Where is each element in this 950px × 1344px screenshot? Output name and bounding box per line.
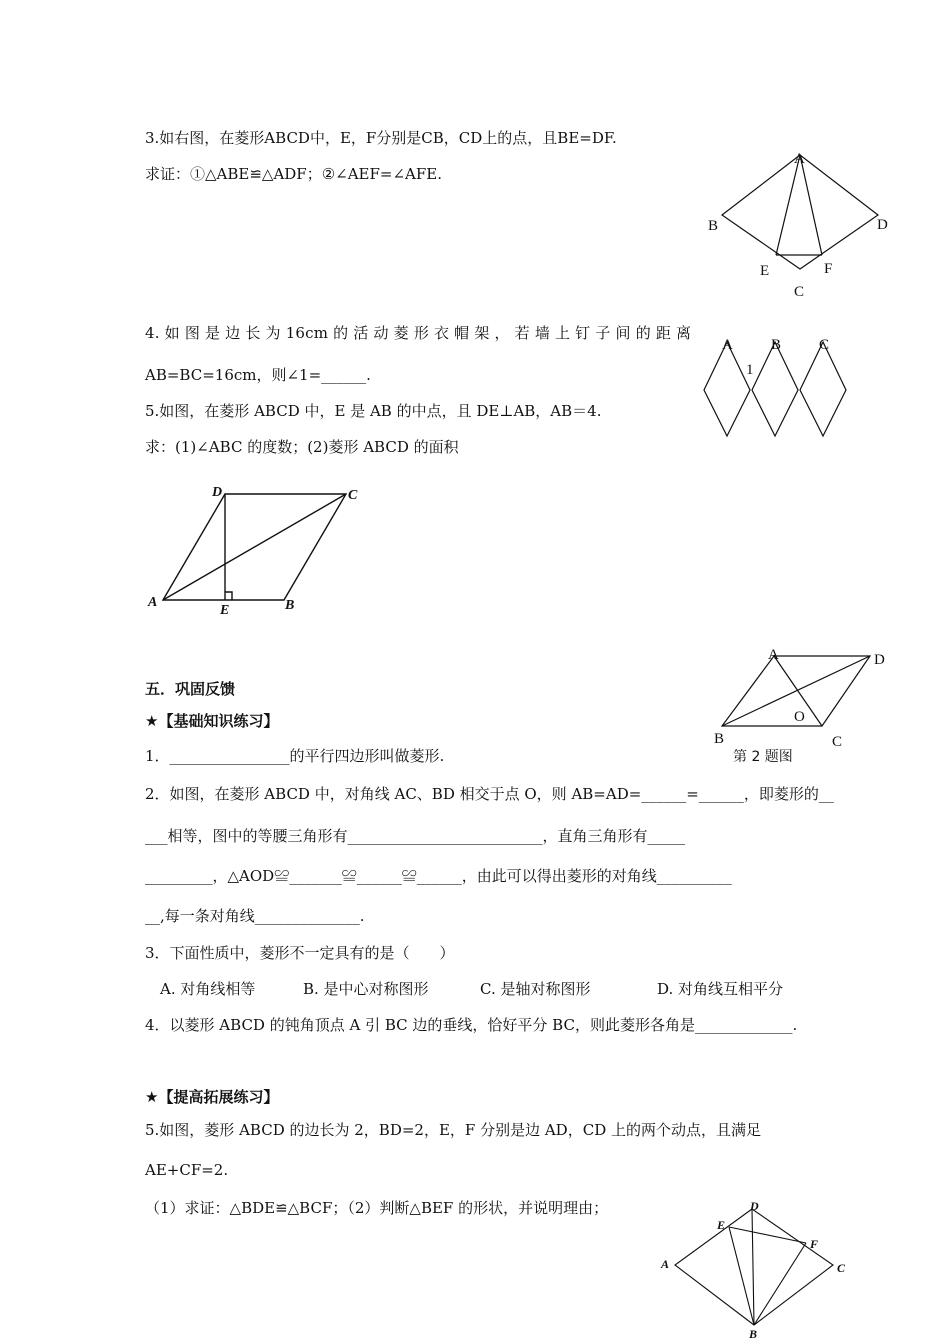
figure-rhombus-bef: [655, 1195, 855, 1340]
label-a: A: [768, 647, 779, 663]
label-b: B: [749, 1327, 758, 1341]
label-c: C: [837, 1261, 846, 1275]
label-b: B: [771, 337, 782, 353]
option-b: B. 是中心对称图形: [303, 980, 429, 998]
option-d: D. 对角线互相平分: [657, 980, 784, 998]
label-c: C: [348, 488, 358, 503]
label-c: C: [832, 734, 843, 750]
basic-heading: ★【基础知识练习】: [145, 712, 279, 730]
label-e: E: [760, 263, 770, 279]
label-d: D: [750, 1199, 759, 1213]
basic-q4: 4．以菱形 ABCD 的钝角顶点 A 引 BC 边的垂线，恰好平分 BC，则此菱形各角是_____________.: [145, 1016, 798, 1034]
problem-4-answer-line: AB=BC=16cm，则∠1=______.: [145, 366, 371, 384]
label-f: F: [810, 1237, 819, 1251]
label-o: O: [794, 709, 805, 725]
option-c: C. 是轴对称图形: [480, 980, 591, 998]
basic-q2-line2: ___相等，图中的等腰三角形有__________________________，直角三角形有_____: [145, 827, 686, 845]
problem-4-statement: 4. 如 图 是 边 长 为 16cm 的 活 动 菱 形 衣 帽 架 ， 若 墙 上 钉 子 间 的 距 离: [145, 324, 692, 342]
option-a: A. 对角线相等: [160, 980, 256, 998]
label-c: C: [794, 284, 805, 300]
basic-q1: 1．________________的平行四边形叫做菱形.: [145, 747, 445, 765]
advanced-q5-line1: 5.如图，菱形 ABCD 的边长为 2，BD=2，E，F 分别是边 AD，CD 上的两个动点，且满足: [145, 1121, 761, 1139]
label-f: F: [824, 261, 833, 277]
basic-q3: 3．下面性质中，菱形不一定具有的是（ ）: [145, 944, 455, 962]
advanced-q5-line2: AE+CF=2.: [145, 1161, 229, 1179]
label-d: D: [874, 652, 885, 668]
basic-q2-line4: __,每一条对角线______________.: [145, 907, 365, 925]
problem-5-statement: 5.如图，在菱形 ABCD 中，E 是 AB 的中点，且 DE⊥AB，AB＝4.: [145, 402, 602, 420]
label-a: A: [722, 337, 733, 353]
figure-caption: 第 2 题图: [733, 749, 793, 765]
label-e: E: [717, 1218, 726, 1232]
label-angle-1: 1: [746, 362, 754, 378]
label-a: A: [794, 151, 805, 167]
basic-q2-line3: _________，△AOD≌_______≌______≌______，由此可以得出菱形的对角线__________: [145, 867, 732, 885]
label-c: C: [819, 337, 830, 353]
figure-rhombus-altitude: [140, 482, 380, 622]
problem-3-statement: 3.如右图，在菱形ABCD中，E，F分别是CB，CD上的点，且BE=DF.: [145, 129, 617, 147]
problem-3-task: 求证：①△ABE≌△ADF；②∠AEF=∠AFE.: [145, 165, 443, 183]
label-e: E: [220, 603, 230, 618]
label-a: A: [148, 595, 158, 610]
label-b: B: [714, 731, 725, 747]
figure-rhombus-ef: [700, 145, 900, 305]
section-title: 五．巩固反馈: [145, 680, 236, 698]
label-d: D: [212, 485, 223, 500]
advanced-q5-line3: （1）求证：△BDE≌△BCF；（2）判断△BEF 的形状，并说明理由；: [145, 1199, 609, 1217]
figure-coat-rack: [700, 330, 860, 445]
basic-q2-line1: 2．如图，在菱形 ABCD 中，对角线 AC、BD 相交于点 O，则 AB=AD=______=______，即菱形的__: [145, 785, 834, 803]
label-b: B: [708, 218, 719, 234]
label-d: D: [877, 217, 888, 233]
figure-rhombus-diagonals: [700, 642, 900, 767]
label-a: A: [661, 1257, 670, 1271]
advanced-heading: ★【提高拓展练习】: [145, 1088, 279, 1106]
problem-5-task: 求：(1)∠ABC 的度数；(2)菱形 ABCD 的面积: [145, 438, 459, 456]
label-b: B: [285, 598, 295, 613]
